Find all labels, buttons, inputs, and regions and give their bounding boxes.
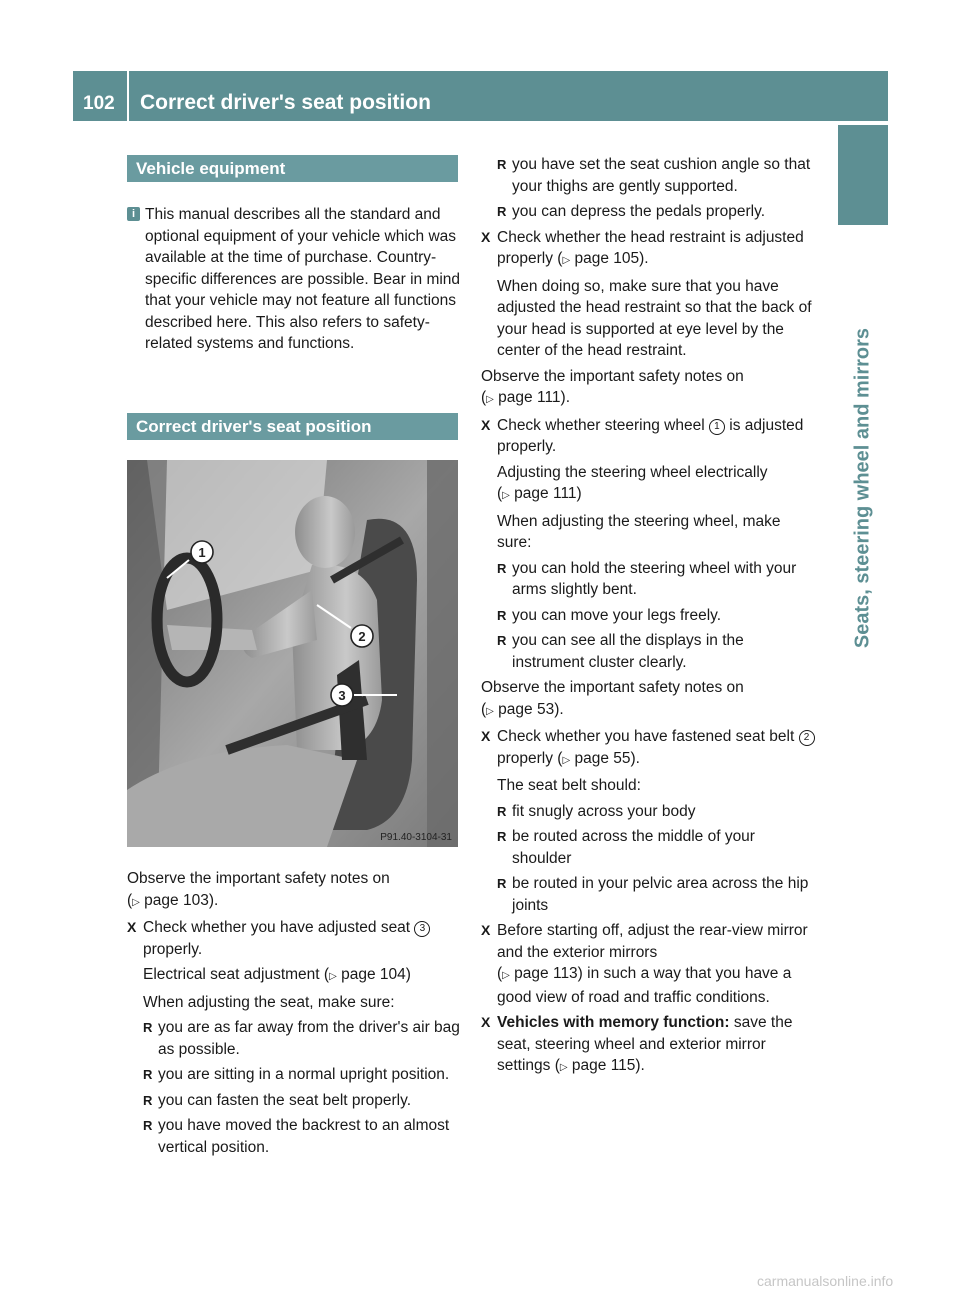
- illustration-svg: [127, 460, 458, 847]
- page-ref-triangle-icon: ▷: [559, 1062, 568, 1073]
- page-ref-triangle-icon: ▷: [562, 255, 571, 266]
- callout-1-label: 1: [198, 545, 206, 560]
- list-item: R you can depress the pedals properly.: [481, 201, 815, 223]
- list-item: R you are sitting in a normal upright position.: [127, 1064, 461, 1086]
- list-item: R you can hold the steering wheel with your arms slightly bent.: [481, 558, 815, 601]
- safety-note-1: Observe the important safety notes on (▷ page 103).: [127, 870, 390, 909]
- callout-2-ref: 2: [799, 730, 815, 746]
- page-ref-triangle-icon: ▷: [502, 490, 510, 501]
- list-item: R you are as far away from the driver's air bag as possible.: [127, 1017, 461, 1060]
- page-ref-triangle-icon: ▷: [562, 754, 571, 766]
- section-heading-vehicle-equipment: Vehicle equipment: [127, 155, 458, 182]
- section-heading-seat-position: Correct driver's seat position: [127, 413, 458, 440]
- callout-3-ref: 3: [414, 921, 430, 937]
- list-item: R you have set the seat cushion angle so that your thighs are gently supported.: [481, 154, 815, 197]
- step-memory-function: X Vehicles with memory function: save the seat, steering wheel and exterior mirror settings (▷ page 115).: [481, 1012, 815, 1079]
- side-tab-marker: [838, 125, 888, 225]
- callout-2-label: 2: [358, 629, 366, 644]
- list-item: R you have moved the backrest to an almost vertical position.: [127, 1115, 461, 1158]
- step-steering-wheel: X Check whether steering wheel 1 is adjusted properly.: [481, 415, 815, 458]
- callout-3-label: 3: [338, 688, 346, 703]
- info-text: This manual describes all the standard and optional equipment of your vehicle which was available at the time of purchase. Country-specific differences are possible. Bear in mind that your vehicle may not feature all functions described here. This also refers to safety-related systems and functions.: [145, 206, 461, 352]
- watermark: carmanualsonline.info: [757, 1273, 894, 1289]
- safety-note-2: Observe the important safety notes on (▷ page 111).: [481, 367, 744, 406]
- list-item: R fit snugly across your body: [481, 801, 815, 823]
- left-column-body: [127, 868, 461, 1162]
- page-ref-triangle-icon: ▷: [502, 970, 510, 981]
- page-title: Correct driver's seat position: [129, 71, 888, 121]
- safety-note-3: Observe the important safety notes on (▷ page 53).: [481, 679, 744, 718]
- callout-1-ref: 1: [709, 419, 725, 435]
- step-head-restraint: X Check whether the head restraint is adjusted properly (▷ page 105).: [481, 227, 815, 272]
- page-number: 102: [73, 71, 127, 121]
- step-seat-belt: X Check whether you have fastened seat belt 2 properly (▷ page 55).: [481, 726, 815, 771]
- figure-code: P91.40-3104-31: [380, 832, 452, 843]
- page-ref-triangle-icon: ▷: [132, 896, 140, 908]
- right-column-body: [481, 154, 815, 1083]
- page-ref-triangle-icon: ▷: [486, 705, 494, 717]
- list-item: R you can fasten the seat belt properly.: [127, 1090, 461, 1112]
- step-adjust-seat-sub2: When adjusting the seat, make sure:: [143, 993, 395, 1011]
- chapter-tab-label: Seats, steering wheel and mirrors: [851, 327, 874, 649]
- page-ref-triangle-icon: ▷: [486, 394, 494, 405]
- info-note: [127, 204, 461, 355]
- list-item: R be routed across the middle of your shoulder: [481, 826, 815, 869]
- step-seat-belt-sub: The seat belt should:: [497, 777, 641, 794]
- step-adjust-seat: X Check whether you have adjusted seat 3 properly.: [127, 917, 461, 960]
- step-mirrors: X Before starting off, adjust the rear-view mirror and the exterior mirrors (▷ page 113) in such a way that you have a good view of road and traffic conditions.: [481, 920, 815, 1008]
- info-icon: i: [127, 207, 140, 221]
- step-steering-wheel-sub1: Adjusting the steering wheel electrically (▷ page 111): [497, 463, 768, 502]
- step-steering-wheel-sub2: When adjusting the steering wheel, make sure:: [497, 512, 781, 551]
- list-item: R be routed in your pelvic area across the hip joints: [481, 873, 815, 916]
- step-head-restraint-sub: When doing so, make sure that you have adjusted the head restraint so that the back of your head is supported at eye level by the center of the head restraint.: [497, 277, 812, 359]
- seat-position-illustration: [127, 460, 458, 847]
- page-ref-triangle-icon: ▷: [329, 971, 337, 982]
- list-item: R you can see all the displays in the instrument cluster clearly.: [481, 630, 815, 673]
- step-adjust-seat-sub1: Electrical seat adjustment (▷ page 104): [143, 966, 411, 983]
- list-item: R you can move your legs freely.: [481, 605, 815, 627]
